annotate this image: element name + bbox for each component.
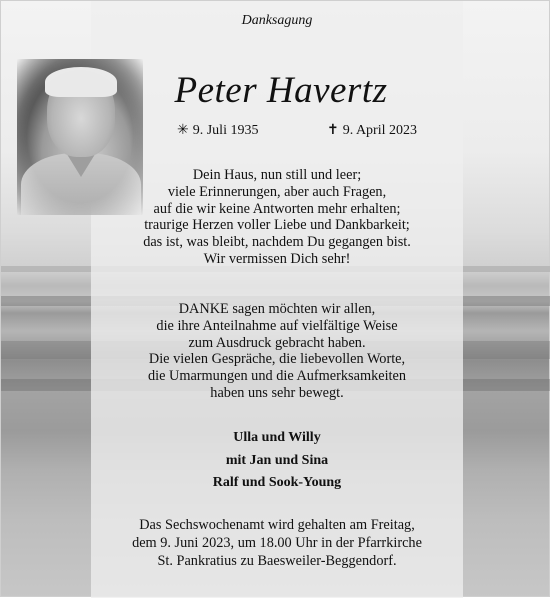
portrait-hair <box>45 67 117 97</box>
poem <box>91 167 463 268</box>
thanks-line: Die vielen Gespräche, die liebevollen Worte, <box>148 351 406 368</box>
birth-date <box>177 123 258 139</box>
signers <box>91 427 463 495</box>
thanks-line: die ihre Anteilnahme auf vielfältige Weise <box>156 317 398 334</box>
notice-line: Das Sechswochenamt wird gehalten am Freitag, <box>139 517 415 533</box>
notice-line: St. Pankratius zu Baesweiler-Beggendorf. <box>157 553 397 569</box>
birth-star-icon: ✳ <box>177 123 189 138</box>
deceased-name: Peter Havertz <box>174 70 388 111</box>
poem-line: das ist, was bleibt, nachdem Du gegangen bist. <box>143 234 411 251</box>
heading: Danksagung <box>241 13 313 28</box>
life-dates <box>177 123 417 139</box>
death-cross-icon: ✝ <box>326 123 339 138</box>
birth-date-text: 9. Juli 1935 <box>192 123 259 138</box>
thanks-line: zum Ausdruck gebracht haben. <box>188 334 366 351</box>
poem-line: auf die wir keine Antworten mehr erhalten; <box>153 200 401 217</box>
thanks-line: haben uns sehr bewegt. <box>210 384 344 401</box>
signer-line: Ralf und Sook-Young <box>212 475 342 490</box>
thanks-line: die Umarmungen und die Aufmerksamkeiten <box>147 368 407 385</box>
notice-line: dem 9. Juni 2023, um 18.00 Uhr in der Pfarrkirche <box>132 535 422 551</box>
signer-line: Ulla und Willy <box>233 430 321 445</box>
death-date <box>327 123 417 139</box>
death-date-text: 9. April 2023 <box>342 123 417 138</box>
poem-line: viele Erinnerungen, aber auch Fragen, <box>167 183 387 200</box>
signer-line: mit Jan und Sina <box>225 452 329 468</box>
poem-line: Wir vermissen Dich sehr! <box>203 250 351 267</box>
poem-line: Dein Haus, nun still und leer; <box>192 167 362 183</box>
thanks-text <box>91 301 463 402</box>
poem-line: traurige Herzen voller Liebe und Dankbarkeit; <box>144 217 410 234</box>
service-notice <box>91 516 463 570</box>
thanks-line: DANKE sagen möchten wir allen, <box>178 301 376 317</box>
